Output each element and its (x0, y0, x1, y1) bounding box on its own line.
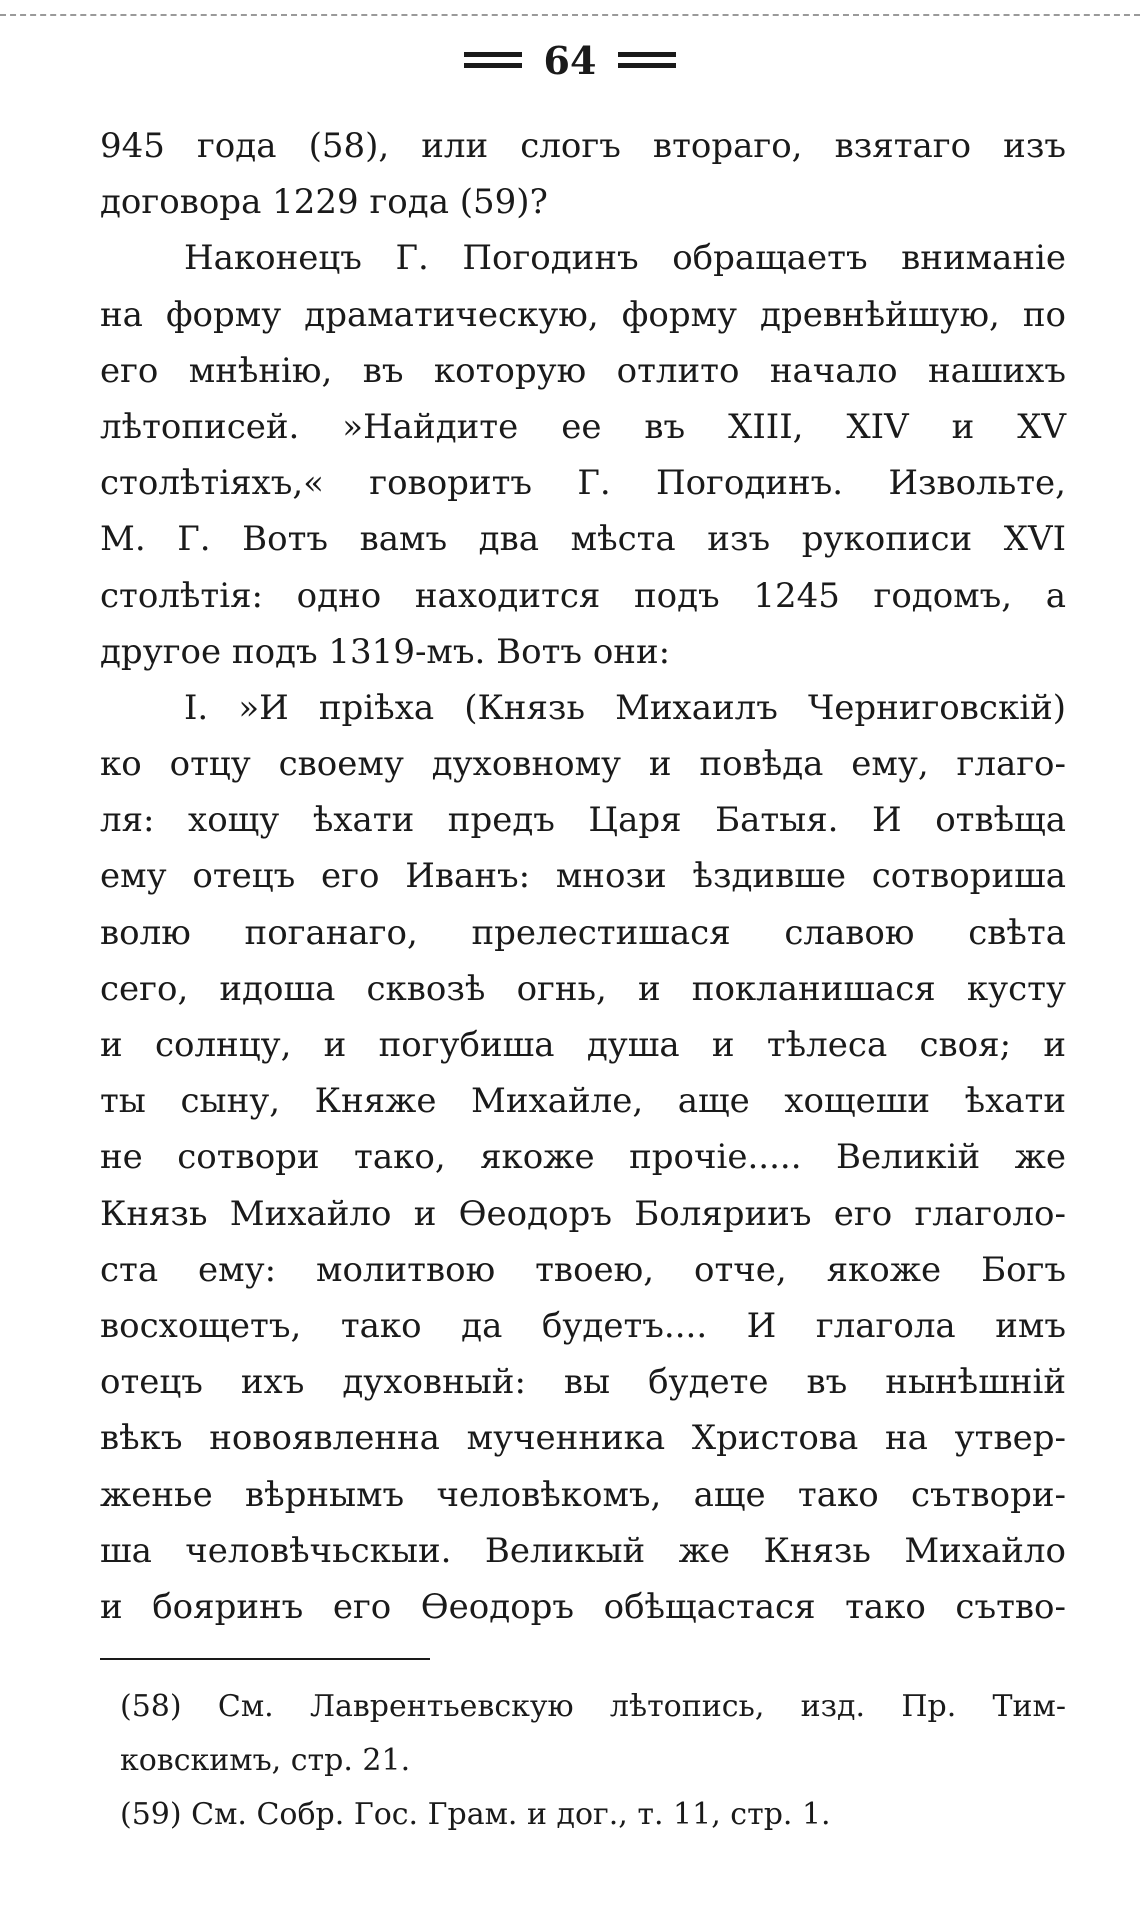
text-line: ему отецъ его Иванъ: мнози ѣздивше сотвориша (100, 856, 1066, 897)
text-line: другое подъ 1319-мъ. Вотъ они: (100, 631, 671, 672)
footnote-line: (58) См. Лаврентьевскую лѣтопись, изд. Пр. Тим- (120, 1689, 1066, 1724)
text-line: волю поганаго, прелестишася славою свѣта (100, 912, 1066, 953)
text-line: отецъ ихъ духовный: вы будете въ нынѣшній (100, 1362, 1066, 1403)
text-line: ты сыну, Княже Михайле, аще хощеши ѣхати (100, 1081, 1066, 1122)
body-text (100, 118, 1066, 1635)
text-line: Наконецъ Г. Погодинъ обращаетъ вниманіе (184, 238, 1066, 279)
text-line: I. »И пріѣха (Князь Михаилъ Черниговскій) (184, 687, 1066, 728)
page-header (0, 20, 1140, 100)
text-line: столѣтіяхъ,« говоритъ Г. Погодинъ. Извольте, (100, 463, 1066, 504)
text-line: лѣтописей. »Найдите ее въ XIII, XIV и XV (100, 406, 1066, 447)
text-line: его мнѣнію, въ которую отлито начало нашихъ (100, 350, 1066, 391)
text-line: вѣкъ новоявленна мученника Христова на утвер- (100, 1418, 1066, 1459)
footnote-line: (59) См. Собр. Гос. Грам. и дог., т. 11, стр. 1. (120, 1797, 831, 1832)
header-ornament-left (464, 52, 522, 68)
text-line: женье вѣрнымъ человѣкомъ, аще тако сътвори- (100, 1474, 1066, 1515)
footnote-line: ковскимъ, стр. 21. (120, 1743, 411, 1778)
footnotes (120, 1680, 1066, 1842)
text-line: ста ему: молитвою твоею, отче, якоже Богъ (100, 1249, 1066, 1290)
text-line: восхощетъ, тако да будетъ.... И глагола имъ (100, 1305, 1066, 1346)
text-line: 945 года (58), или слогъ втораго, взятаго изъ (100, 126, 1066, 166)
text-line: и солнцу, и погубиша душа и тѣлеса своя; и (100, 1025, 1066, 1065)
header-ornament-right (618, 52, 676, 68)
text-line: договора 1229 года (59)? (100, 182, 548, 223)
text-line: М. Г. Вотъ вамъ два мѣста изъ рукописи XVI (100, 519, 1066, 560)
text-line: сего, идоша сквозѣ огнь, и покланишася кусту (100, 968, 1066, 1009)
footnote-separator (100, 1658, 430, 1660)
text-line: ля: хощу ѣхати предъ Царя Батыя. И отвѣща (100, 800, 1066, 841)
text-line: на форму драматическую, форму древнѣйшую, по (100, 294, 1066, 335)
text-line: и бояринъ его Ѳеодоръ обѣщастася тако сътво- (100, 1586, 1066, 1627)
text-line: Князь Михайло и Ѳеодоръ Болярииъ его глаголо- (100, 1193, 1066, 1234)
text-line: столѣтія: одно находится подъ 1245 годомъ, а (100, 575, 1066, 616)
text-line: ша человѣчьскыи. Великый же Князь Михайло (100, 1530, 1066, 1571)
top-border-rule (0, 14, 1140, 16)
text-line: не сотвори тако, якоже прочіе..... Великій же (100, 1137, 1066, 1178)
text-line: ко отцу своему духовному и повѣда ему, глаго- (100, 744, 1066, 785)
page-number: 64 (543, 37, 597, 83)
